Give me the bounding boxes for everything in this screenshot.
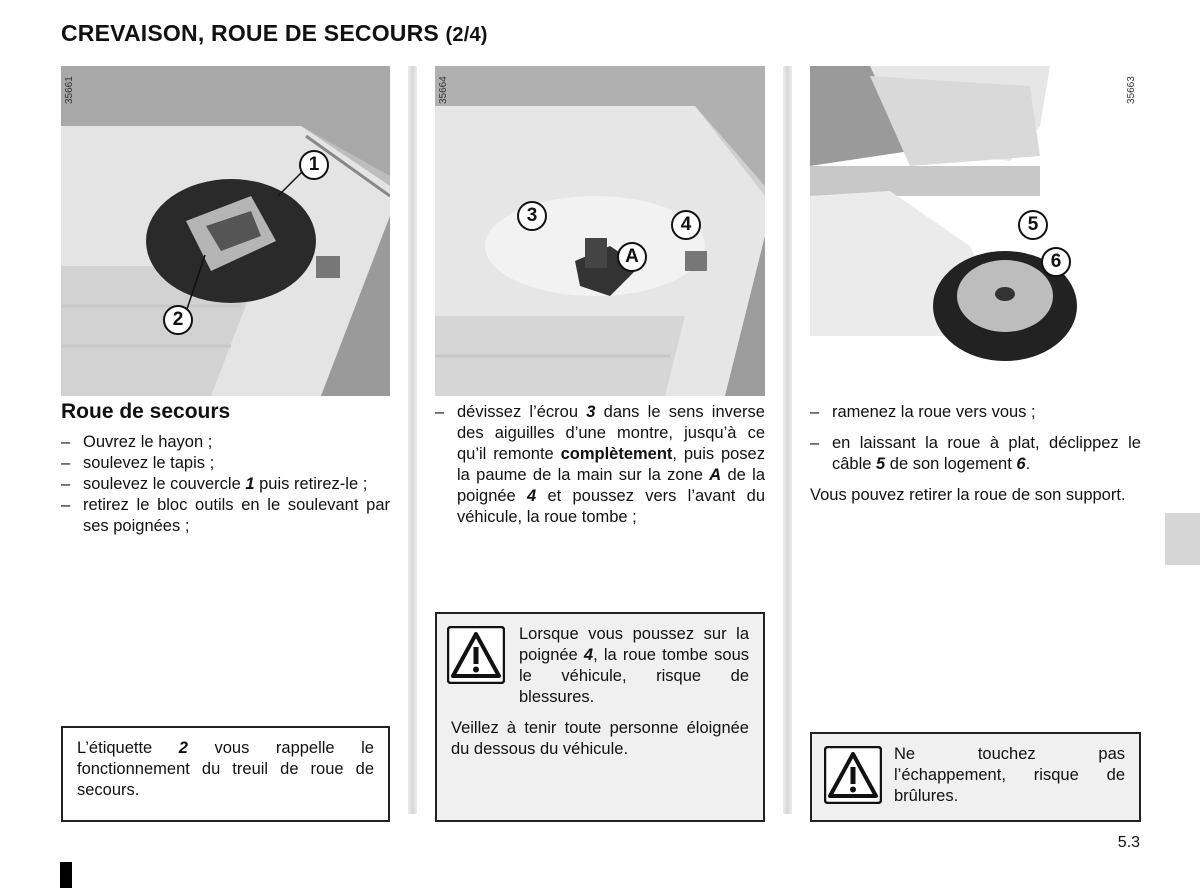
list-item: – en laissant la roue à plat, déclippez le câble 5 de son logement 6. (810, 433, 1141, 475)
callout-2: 2 (163, 305, 193, 335)
photo-spare-winch (435, 66, 765, 396)
column-1-text (61, 401, 390, 537)
callout-4: 4 (671, 210, 701, 240)
column-3-text (810, 402, 1141, 506)
photo-spare-wheel-under (810, 66, 1141, 396)
corner-mark (60, 862, 72, 888)
warning-text-2: Veillez à tenir toute personne éloignée du dessous du véhicule. (451, 719, 749, 758)
warning-box-wheel-falls (435, 612, 765, 822)
steps-list-2 (435, 402, 765, 528)
callout-3: 3 (517, 201, 547, 231)
warning-text-1: Lorsque vous poussez sur la poignée 4, la roue tombe sous le véhicule, risque de blessures. (519, 625, 750, 706)
steps-list-3 (810, 402, 1141, 475)
support-paragraph: Vous pouvez retirer la roue de son support. (810, 486, 1126, 504)
exhaust-warning-text: Ne touchez pas l’échappement, risque de brûlures. (894, 745, 1125, 805)
callout-6: 6 (1041, 247, 1071, 277)
callout-5: 5 (1018, 210, 1048, 240)
column-divider-2 (783, 66, 792, 814)
label-note-text: L’étiquette 2 vous rappelle le fonctionnement du treuil de roue de secours. (77, 739, 374, 799)
photo-spare-cover (61, 66, 390, 396)
list-item: – dévissez l’écrou 3 dans le sens inverse des aiguilles d’une montre, jusqu’à ce qu’il remonte complètement, puis posez la paume de la main sur la zone A de la poignée 4 et poussez vers l’avant du véhicule, la roue tombe ; (435, 402, 765, 528)
photo-id-3: 35663 (1126, 76, 1137, 104)
warning-box-exhaust (810, 732, 1141, 822)
page-number: 5.3 (1117, 834, 1140, 851)
list-item: – soulevez le couvercle 1 puis retirez-le ; (61, 474, 390, 495)
label-note-box (61, 726, 390, 822)
warning-triangle-icon (447, 626, 505, 684)
callout-1: 1 (299, 150, 329, 180)
page-title-suffix: (2/4) (445, 24, 488, 46)
photo-id-2: 35664 (438, 76, 449, 104)
list-item: – ramenez la roue vers vous ; (810, 402, 1141, 423)
list-item: – Ouvrez le hayon ; (61, 432, 390, 453)
photo-id-1: 35661 (64, 76, 75, 104)
column-2-text (435, 402, 765, 528)
section-heading: Roue de secours (61, 400, 231, 423)
chapter-tab (1165, 513, 1200, 565)
page-title (61, 20, 488, 47)
list-item: – retirez le bloc outils en le soulevant par ses poignées ; (61, 495, 390, 537)
list-item: – soulevez le tapis ; (61, 453, 390, 474)
column-divider-1 (408, 66, 417, 814)
steps-list-1 (61, 432, 390, 537)
callout-A: A (617, 242, 647, 272)
warning-triangle-icon (824, 746, 882, 804)
page-title-text: CREVAISON, ROUE DE SECOURS (61, 20, 439, 46)
